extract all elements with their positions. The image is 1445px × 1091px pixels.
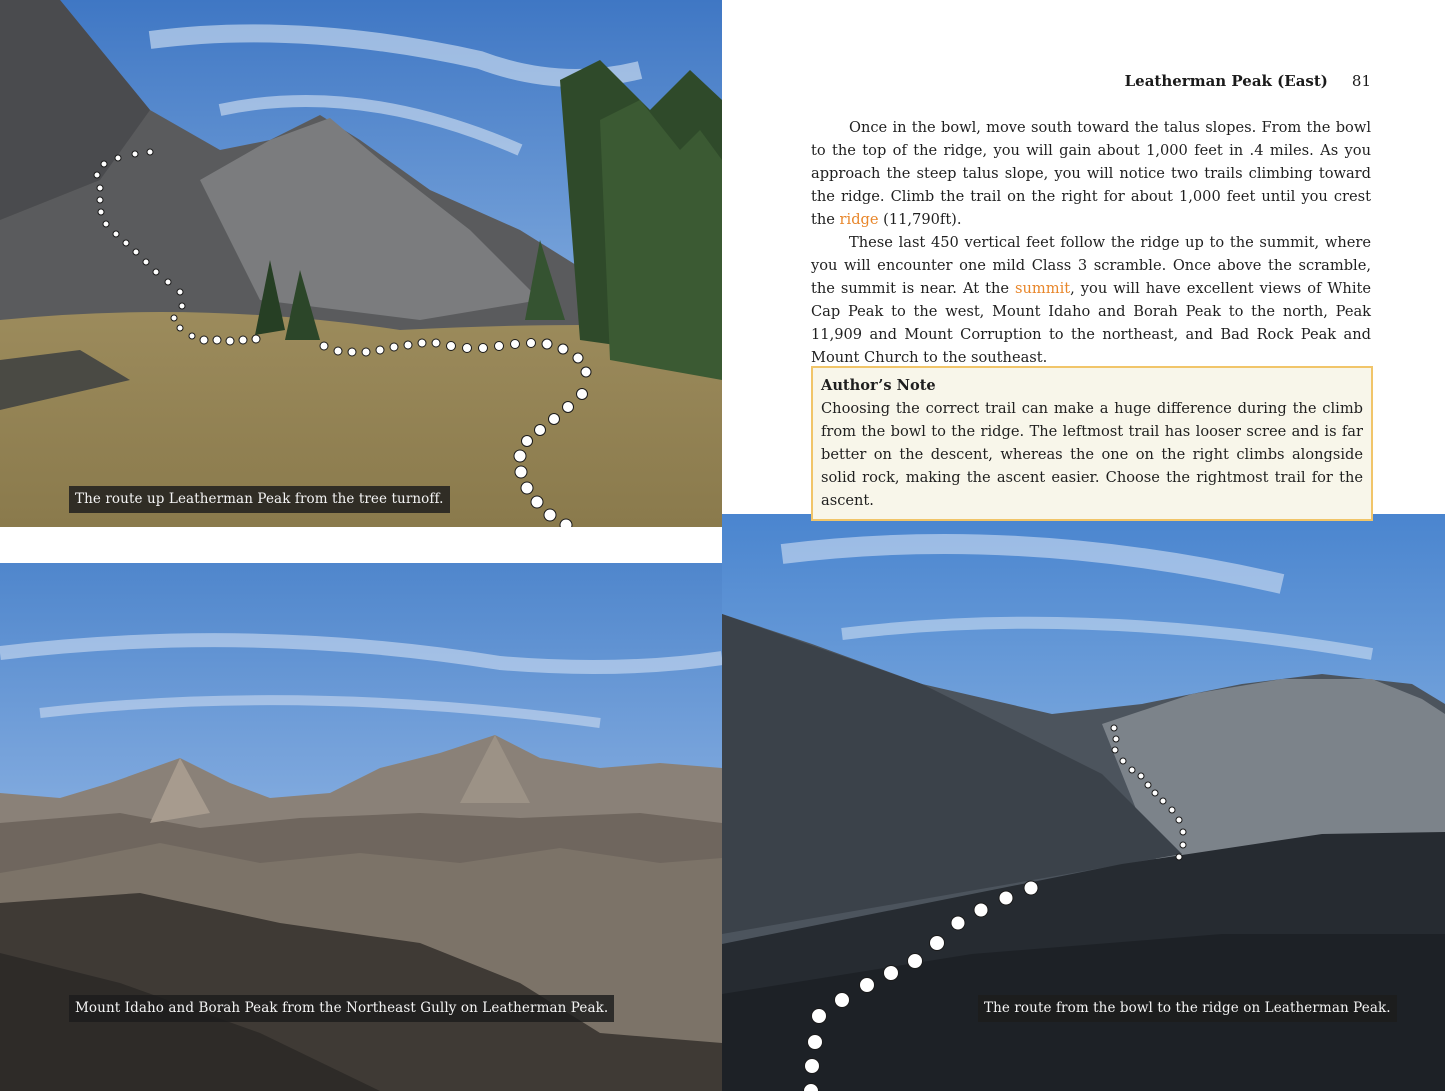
author-note-text: Choosing the correct trail can make a huge difference during the climb from the bowl to the ridge. The leftmost trail has looser scree and is far better on the descent, whereas the one on the right climbs alongside solid rock, making the ascent easier. Choose the rightmost trail for the ascent.	[821, 400, 1363, 509]
running-header	[1125, 72, 1371, 90]
photo-caption: Mount Idaho and Borah Peak from the Northeast Gully on Leatherman Peak.	[69, 995, 614, 1022]
summit-link[interactable]: summit	[1015, 280, 1071, 297]
photo-route-bowl-to-ridge	[722, 514, 1445, 1091]
body-text	[811, 116, 1371, 369]
author-note-box	[811, 366, 1373, 521]
ridge-link[interactable]: ridge	[839, 211, 879, 228]
photo-tree-turnoff-image	[0, 0, 722, 527]
chapter-title: Leatherman Peak (East)	[1124, 72, 1328, 90]
paragraph	[811, 231, 1371, 369]
page-number: 81	[1351, 72, 1371, 90]
paragraph-text: These last 450 vertical feet follow the ridge up to the summit, where you will encounter one mild Class 3 scramble. Once above the scramble, the summit is near. At the	[811, 234, 1371, 297]
paragraph-text: (11,790ft).	[878, 211, 962, 228]
photo-route-from-tree-turnoff	[0, 0, 722, 527]
author-note-title: Author’s Note	[821, 377, 936, 394]
paragraph-text: Once in the bowl, move south toward the talus slopes. From the bowl to the top of the ridge, you will gain about 1,000 feet in .4 miles. As you approach the steep talus slope, you will notice two trails climbing toward the ridge. Climb the trail on the right for about 1,000 feet until you crest the	[811, 119, 1371, 228]
photo-caption: The route from the bowl to the ridge on Leatherman Peak.	[978, 995, 1397, 1022]
photo-mount-idaho-borah-peak	[0, 563, 722, 1091]
paragraph	[811, 116, 1371, 231]
paragraph-text: , you will have excellent views of White Cap Peak to the west, Mount Idaho and Borah Peak to the north, Peak 11,909 and Mount Corruption to the northeast, and Bad Rock Peak and Mount Church to the southeast.	[811, 280, 1371, 366]
photo-caption: The route up Leatherman Peak from the tree turnoff.	[69, 486, 450, 513]
